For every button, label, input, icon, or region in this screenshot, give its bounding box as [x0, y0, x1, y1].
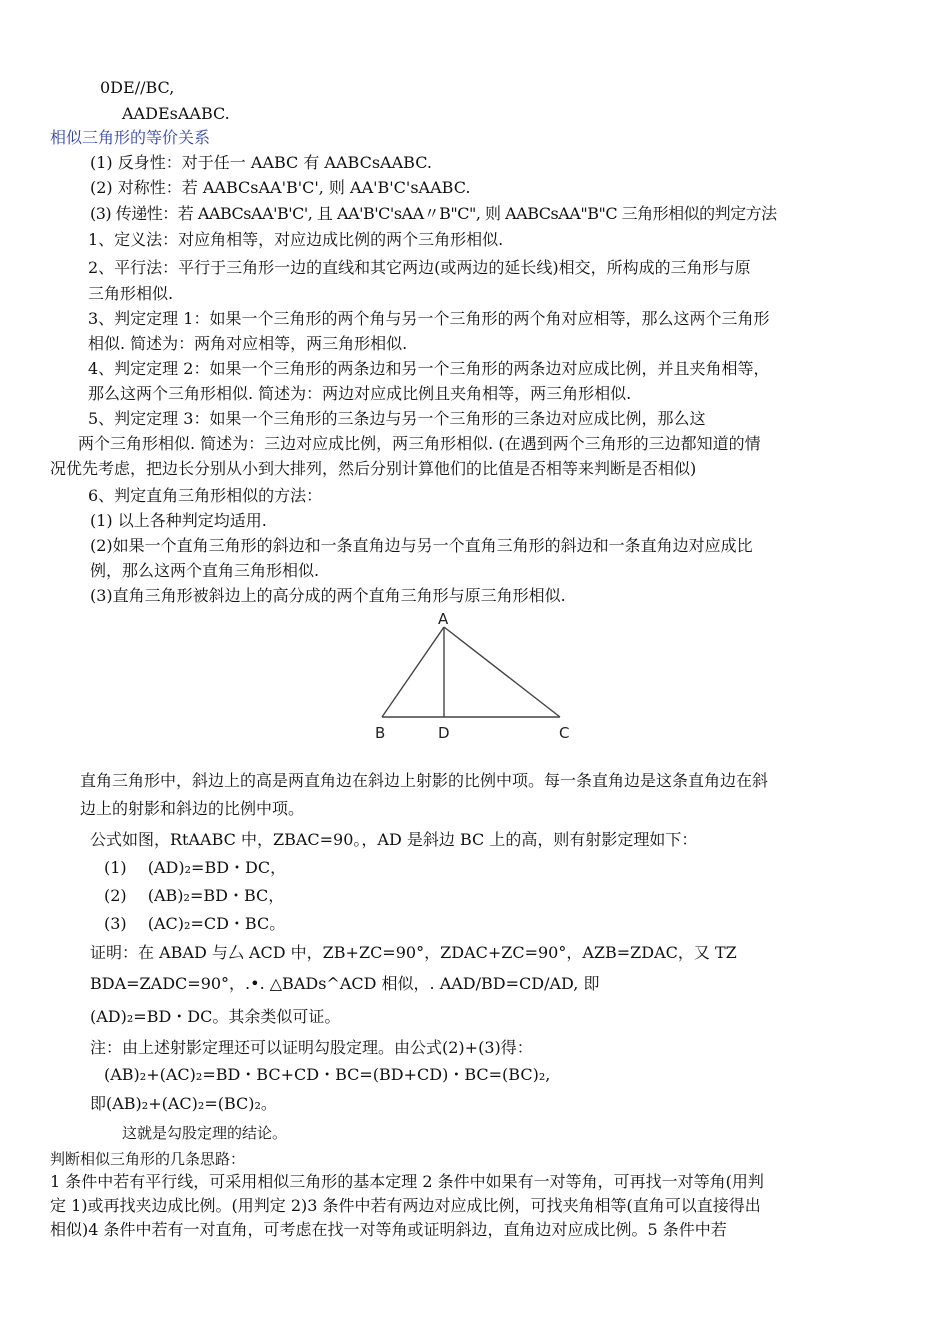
- text-line: AADEsAABC.: [122, 104, 230, 123]
- text-line: (AD)₂=BD・DC。其余类似可证。: [90, 1007, 341, 1026]
- text-line: 这就是勾股定理的结论。: [122, 1124, 288, 1142]
- text-line: 定 1)或再找夹边成比例。(用判定 2)3 条件中若有两边对应成比例，可找夹角相等(直角可以直接得出: [50, 1196, 761, 1215]
- text-line: 相似. 简述为：两角对应相等，两三角形相似.: [88, 334, 408, 353]
- text-line: 两个三角形相似. 简述为：三边对应成比例，两三角形相似. (在遇到两个三角形的三边都知道的情: [78, 434, 761, 453]
- formula-line: 即(AB)₂+(AC)₂=(BC)₂。: [90, 1094, 277, 1113]
- vertex-label-d: D: [438, 724, 450, 742]
- vertex-label-c: C: [559, 724, 570, 742]
- formula-line: (1) (AD)₂=BD・DC，: [104, 858, 287, 877]
- side-ac: [444, 627, 560, 717]
- text-line: (1) 以上各种判定均适用.: [90, 511, 267, 530]
- text-line: 1、定义法：对应角相等，对应边成比例的两个三角形相似.: [88, 230, 504, 249]
- text-line: 3、判定定理 1：如果一个三角形的两个角与另一个三角形的两个角对应相等，那么这两个三角形: [88, 309, 770, 328]
- text-line: 5、判定定理 3：如果一个三角形的三条边与另一个三角形的三条边对应成比例，那么这: [88, 409, 706, 428]
- formula-line: (2) (AB)₂=BD・BC，: [104, 886, 285, 905]
- text-line: 6、判定直角三角形相似的方法：: [88, 486, 323, 505]
- right-triangle-figure: [366, 610, 578, 746]
- text-line: 2、平行法：平行于三角形一边的直线和其它两边(或两边的延长线)相交，所构成的三角形与原: [88, 258, 751, 277]
- formula-line: (AB)₂+(AC)₂=BD・BC+CD・BC=(BD+CD)・BC=(BC)₂,: [104, 1065, 551, 1084]
- text-line: 直角三角形中，斜边上的高是两直角边在斜边上射影的比例中项。每一条直角边是这条直角边在斜: [80, 771, 769, 790]
- text-line: 证明：在 ABAD 与厶 ACD 中，ZB+ZC=90°，ZDAC+ZC=90°，AZB=ZDAC，又 TZ: [90, 943, 737, 962]
- formula-line: (3) (AC)₂=CD・BC。: [104, 914, 286, 933]
- vertex-label-a: A: [438, 610, 449, 628]
- section-heading: 判断相似三角形的几条思路：: [50, 1150, 246, 1168]
- text-line: 注：由上述射影定理还可以证明勾股定理。由公式(2)+(3)得：: [90, 1038, 533, 1057]
- text-line: 0DE//BC,: [100, 78, 175, 97]
- text-line: (1) 反身性：对于任一 AABC 有 AABCsAABC.: [90, 153, 432, 172]
- text-line: (3)直角三角形被斜边上的高分成的两个直角三角形与原三角形相似.: [90, 586, 566, 605]
- text-line: 三角形相似.: [88, 284, 174, 303]
- text-line: 况优先考虑，把边长分别从小到大排列，然后分别计算他们的比值是否相等来判断是否相似): [50, 459, 697, 478]
- text-line: 相似)4 条件中若有一对直角，可考虑在找一对等角或证明斜边，直角边对应成比例。5 条件中若: [50, 1220, 727, 1239]
- vertex-label-b: B: [375, 724, 386, 742]
- text-line: (2)如果一个直角三角形的斜边和一条直角边与另一个直角三角形的斜边和一条直角边对应成比: [90, 536, 753, 555]
- text-line: 1 条件中若有平行线，可采用相似三角形的基本定理 2 条件中如果有一对等角，可再找一对等角(用判: [50, 1172, 764, 1191]
- text-line: 4、判定定理 2：如果一个三角形的两条边和另一个三角形的两条边对应成比例，并且夹角相等，: [88, 359, 770, 378]
- text-line: 公式如图，RtAABC 中，ZBAC=90。，AD 是斜边 BC 上的高，则有射影定理如下：: [90, 830, 698, 849]
- text-line: 边上的射影和斜边的比例中项。: [80, 799, 305, 818]
- text-line: 那么这两个三角形相似. 简述为：两边对应成比例且夹角相等，两三角形相似.: [88, 384, 632, 403]
- text-line: BDA=ZADC=90°，.•. △BADs^ACD 相似，. AAD/BD=CD/AD, 即: [90, 974, 600, 993]
- text-line: (2) 对称性：若 AABCsAA'B'C', 则 AA'B'C'sAABC.: [90, 178, 471, 197]
- side-ab: [382, 627, 444, 717]
- text-line: 例，那么这两个直角三角形相似.: [90, 561, 320, 580]
- text-line: (3) 传递性：若 AABCsAA'B'C', 且 AA'B'C'sAA〃B"C", 则 AABCsAA"B"C 三角形相似的判定方法: [90, 204, 777, 223]
- section-heading: 相似三角形的等价关系: [50, 128, 211, 147]
